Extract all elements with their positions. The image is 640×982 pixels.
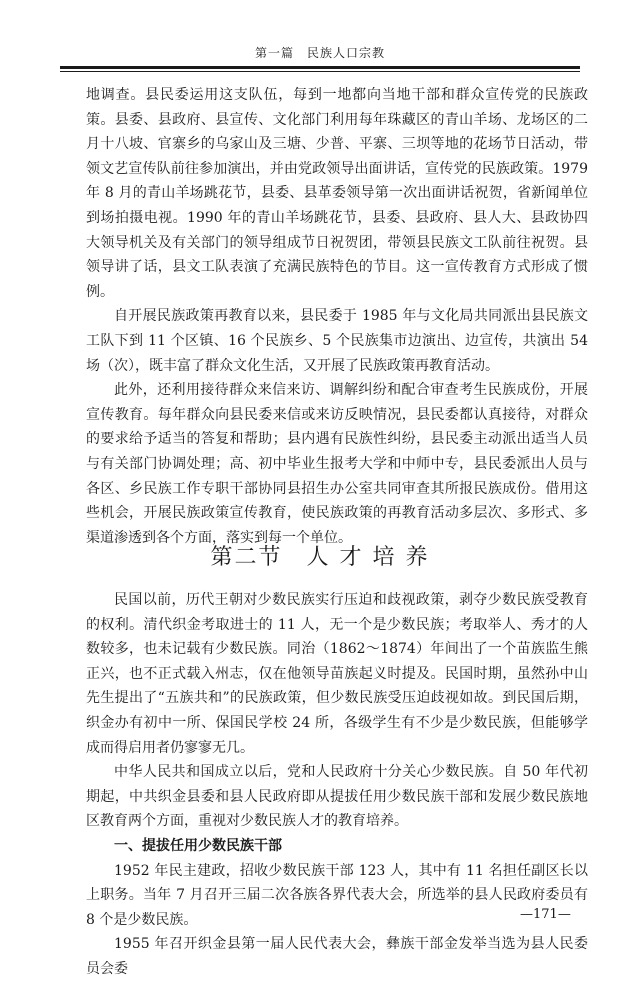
paragraph: 中华人民共和国成立以后，党和人民政府十分关心少数民族。自 50 年代初期起，中共织金县委和县人民政府即从提拔任用少数民族干部和发展少数民族地区教育两个方面，重视对少数民族人才的教育培养。 — [86, 764, 588, 830]
page-number: —171— — [520, 907, 571, 922]
paragraph: 地调查。县民委运用这支队伍，每到一地都向当地干部和群众宣传党的民族政策。县委、县政府、县宣传、文化部门利用每年珠藏区的青山羊场、龙场区的二月十八坡、官寨乡的乌家山及三塘、少普、平寨、三坝等地的花场节日活动，带领文艺宣传队前往参加演出，并由党政领导出面讲话，宣传党的民族政策。1979 年 8 月的青山羊场跳花节，县委、县革委领导第一次出面讲话祝贺，省新闻单位到场拍摄电视。1990 年的青山羊场跳花节，县委、县政府、县人大、县政协四大领导机关及有关部门的领导组成节日祝贺团，带领县民族文工队前往祝贺。县领导讲了话，县文工队表演了充满民族特色的节目。这一宣传教育方式形成了惯例。 — [86, 87, 588, 300]
paragraph: 此外，还利用接待群众来信来访、调解纠纷和配合审查考生民族成份，开展宣传教育。每年群众向县民委来信或来访反映情况，县民委都认真接待，对群众的要求给予适当的答复和帮助；县内遇有民族性纠纷，县民委主动派出适当人员与有关部门协调处理；高、初中毕业生报考大学和中师中专，县民委派出人员与各区、乡民族工作专职干部协同县招生办公室共同审查其所报民族成份。借用这些机会，开展民族政策宣传教育，使民族政策的再教育活动多层次、多形式、多渠道渗透到各个方面，落实到每一个单位。 — [86, 382, 588, 546]
paragraph: 1952 年民主建政，招收少数民族干部 123 人，其中有 11 名担任副区长以上职务。当年 7 月召开三届二次各族各界代表大会，所选举的县人民政府委员有 8 个是少数民族。 — [86, 862, 588, 928]
section-heading — [0, 540, 640, 571]
paragraph: 1955 年召开织金县第一届人民代表大会，彝族干部金发举当选为县人民委员会委 — [86, 936, 588, 977]
bottom-body-text — [86, 588, 588, 982]
paragraph: 自开展民族政策再教育以来，县民委于 1985 年与文化局共同派出县民族文工队下到 11 个区镇、16 个民族乡、5 个民族集市边演出、边宣传，共演出 54 场（次），既丰富了群众文化生活，又开展了民族政策再教育活动。 — [86, 308, 588, 374]
section-number: 第二节 — [210, 545, 283, 570]
running-header: 第一篇 民族人口宗教 — [254, 46, 385, 60]
top-body-text — [86, 83, 588, 550]
header-rule-thin — [60, 71, 580, 72]
subheading: 一、提拔任用少数民族干部 — [114, 837, 282, 854]
section-title: 人 才 培 养 — [306, 545, 430, 570]
header-rule-thick — [60, 66, 580, 69]
paragraph: 民国以前，历代王朝对少数民族实行压迫和歧视政策，剥夺少数民族受教育的权利。清代织金考取进士的 11 人，无一个是少数民族；考取举人、秀才的人数较多，也未记载有少数民族。同治（1862～1874）年间出了一个苗族监生熊正兴，也不正式载入州志，仅在他领导苗族起义时提及。民国时期，虽然孙中山先生提出了“五族共和”的民族政策，但少数民族受压迫歧视如故。到民国后期，织金办有初中一所、保国民学校 24 所，各级学生有不少是少数民族，但能够学成而得启用者仍寥寥无几。 — [86, 592, 588, 756]
